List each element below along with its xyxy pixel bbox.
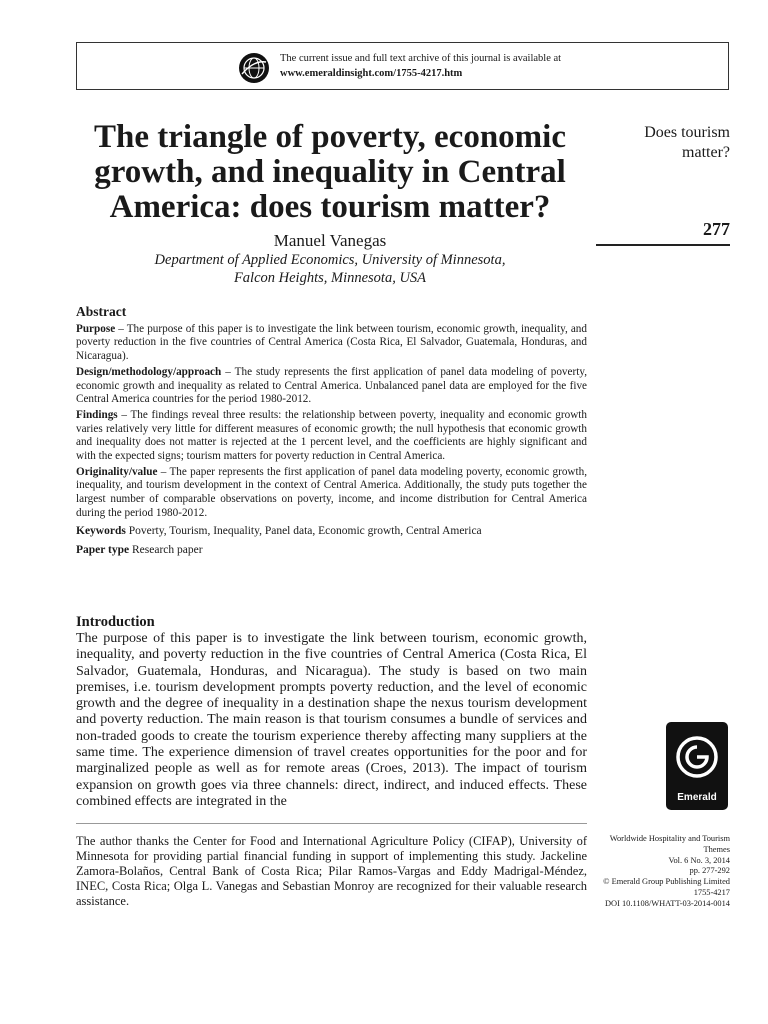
footnote-divider xyxy=(76,823,587,824)
journal-name: Worldwide Hospitality and Tourism xyxy=(609,834,730,843)
findings-text: – The findings reveal three results: the relationship between poverty, inequality and economic growth varies relatively very little for different measures of economic growth; the null hypothesis that economic growth and inequality does not matter is rejected at the 1 percent level, and the coefficients are highly significant and with the expected signs; tourism matters for poverty reduction in Central America. xyxy=(76,408,587,463)
keywords-label: Keywords xyxy=(76,524,126,537)
journal-issn: 1755-4217 xyxy=(693,887,730,897)
header-divider xyxy=(596,244,730,246)
paper-type-text: Research paper xyxy=(129,544,203,557)
design-text: – The study represents the first application of panel data modeling of poverty, economic growth and inequality as related to Central America. Unbalanced panel data are employed for the five Central America countries for the period 1980-2012. xyxy=(76,365,587,406)
page-number: 277 xyxy=(703,219,730,239)
journal-doi[interactable]: DOI 10.1108/WHATT-03-2014-0014 xyxy=(605,898,730,908)
notice-text: The current issue and full text archive of this journal is available at xyxy=(280,53,562,64)
author-affiliation xyxy=(70,251,590,287)
journal-volume: Vol. 6 No. 3, 2014 xyxy=(668,855,730,865)
abstract-purpose xyxy=(76,323,587,364)
emerald-logo-text: Emerald xyxy=(677,792,717,803)
introduction-text: The purpose of this paper is to investigate the link between tourism, economic growth, inequality, and poverty reduction in the five countries of Central America (Costa Rica, El Salvador, Guatemala, Honduras, and Nicaragua). The study is based on two main premises, i.e. tourism development prompts poverty reduction, and the level of economic growth and the degree of inequality in a destination shape the nexus tourism development and poverty reduction. The main reason is that tourism consumes a bundle of services and non-traded goods to create the tourism experience thereby affecting many suppliers at the same time. The experience dimension of travel creates opportunities for the poor and for marginalized people as well as for remote areas (Croes, 2013). The impact of tourism expansion on growth goes via three channels: direct, indirect, and induced effects. These combined effects are integrated in the xyxy=(76,631,587,809)
globe-icon xyxy=(238,52,270,84)
keywords-text: Poverty, Tourism, Inequality, Panel data, Economic growth, Central America xyxy=(125,524,482,537)
findings-label: Findings xyxy=(76,408,118,421)
affiliation-line: Department of Applied Economics, University of Minnesota, xyxy=(154,252,506,268)
journal-url-link[interactable]: www.emeraldinsight.com/1755-4217.htm xyxy=(280,68,463,79)
affiliation-line: Falcon Heights, Minnesota, USA xyxy=(233,270,427,286)
introduction-heading: Introduction xyxy=(76,614,155,630)
purpose-text: – The purpose of this paper is to investigate the link between tourism, economic growth, inequality, and poverty reduction in the five countries of Central America (Costa Rica, El Salvador, Guatemala, Honduras, and Nicaragua). xyxy=(76,322,587,363)
article-title: The triangle of poverty, economic growth, and inequality in Central America: does tourism matter? xyxy=(94,119,566,225)
journal-pages: pp. 277-292 xyxy=(689,866,730,876)
design-label: Design/methodology/approach xyxy=(76,365,222,378)
journal-name-cont: Themes xyxy=(703,844,730,854)
author-name: Manuel Vanegas xyxy=(273,231,387,250)
emerald-logo xyxy=(666,722,728,810)
journal-copyright: © Emerald Group Publishing Limited xyxy=(603,877,730,887)
purpose-label: Purpose xyxy=(76,322,116,335)
originality-text: – The paper represents the first application of panel data modeling poverty, economic growth, inequality, and tourism development in the context of Central America. Additionally, the study puts together the largest number of comparable observations on poverty, income, and income distribution for Central America during the period 1980-2012. xyxy=(76,465,587,519)
acknowledgement-footnote: The author thanks the Center for Food and International Agriculture Policy (CIFAP), University of Minnesota for providing partial financial funding in support of implementing this study. Jackeline Zamora-Bolaños, Central Bank of Costa Rica; Pilar Ramos-Vargas and Eddy Madrigal-Méndez, INEC, Costa Rica; Olga L. Vanegas and Sebastian Monroy are recognized for their valuable research assistance. xyxy=(76,834,587,908)
journal-citation-info xyxy=(588,834,730,910)
abstract-section xyxy=(76,305,587,558)
paper-type xyxy=(76,544,587,558)
abstract-findings xyxy=(76,409,587,464)
abstract-design xyxy=(76,366,587,407)
abstract-heading: Abstract xyxy=(76,304,127,319)
abstract-originality xyxy=(76,466,587,521)
running-title: Does tourism matter? xyxy=(644,124,730,161)
keywords xyxy=(76,525,587,539)
paper-type-label: Paper type xyxy=(76,544,130,557)
journal-access-notice xyxy=(76,42,729,90)
originality-label: Originality/value xyxy=(76,465,158,478)
